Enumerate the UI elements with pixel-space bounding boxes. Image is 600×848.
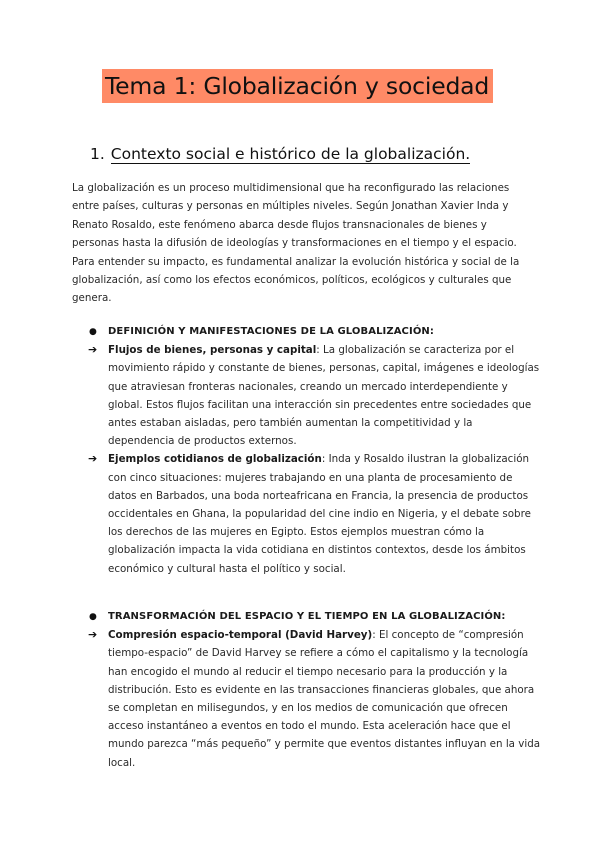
section-number: 1.	[90, 145, 105, 163]
list-item-text: : La globalización se caracteriza por el movimiento rápido y constante de bienes, personas, capital, imágenes e ideologías que atraviesan fronteras nacionales, creando un mercado interdependiente y global. Estos flujos facilitan una interacción sin precedentes entre sociedades que antes estaban aisladas, pero también aumentan la competitividad y la dependencia de productos externos.	[108, 344, 540, 448]
arrow-icon: ➔	[88, 628, 98, 642]
list-item-title: Compresión espacio-temporal (David Harvey)	[108, 629, 373, 642]
list-item-body	[108, 450, 542, 577]
arrow-icon: ➔	[88, 452, 98, 466]
bullet-heading	[72, 323, 542, 341]
bullet-heading-text: TRANSFORMACIÓN DEL ESPACIO Y EL TIEMPO EN LA GLOBALIZACIÓN:	[108, 611, 506, 622]
list-item-title: Ejemplos cotidianos de globalización	[108, 453, 322, 466]
section-definicion	[72, 323, 542, 578]
bullet-heading-text: DEFINICIÓN Y MANIFESTACIONES DE LA GLOBALIZACIÓN:	[108, 326, 434, 337]
section-transformacion	[72, 608, 542, 772]
list-item	[72, 626, 542, 772]
section-title: Contexto social e histórico de la globalización.	[110, 145, 471, 163]
list-item-body	[108, 626, 542, 772]
list-item	[72, 341, 542, 450]
bullet-heading	[72, 608, 542, 626]
list-item-text: : El concepto de “compresión tiempo-espacio” de David Harvey se refiere a cómo el capitalismo y la tecnología han encogido el mundo al reducir el tiempo necesario para la producción y la distribución. Esto es evidente en las transacciones financieras globales, que ahora se completan en milisegundos, y en los medios de comunicación que ofrecen acceso instantáneo a eventos en todo el mundo. Esta aceleración hace que el mundo parezca “más pequeño” y permite que eventos distantes influyan en la vida local.	[108, 629, 541, 769]
list-item	[72, 450, 542, 577]
section-heading	[90, 143, 470, 165]
list-item-title: Flujos de bienes, personas y capital	[108, 344, 317, 357]
list-item-body	[108, 341, 542, 450]
bullet-dot-icon: ●	[89, 327, 97, 337]
arrow-icon: ➔	[88, 343, 98, 357]
title-block	[102, 69, 493, 103]
page-title: Tema 1: Globalización y sociedad	[102, 69, 493, 103]
list-item-text: : Inda y Rosaldo ilustran la globalización con cinco situaciones: mujeres trabajando en una planta de procesamiento de datos en Barbados, una boda norteafricana en Francia, la presencia de productos occidentales en Ghana, la popularidad del cine indio en Nigeria, y el debate sobre los derechos de las mujeres en Egipto. Estos ejemplos muestran cómo la globalización impacta la vida cotidiana en distintos contextos, desde los ámbitos económico y cultural hasta el político y social.	[108, 453, 531, 575]
intro-paragraph: La globalización es un proceso multidimensional que ha reconfigurado las relaciones entre países, culturas y personas en múltiples niveles. Según Jonathan Xavier Inda y Renato Rosaldo, este fenómeno abarca desde flujos transnacionales de bienes y personas hasta la difusión de ideologías y transformaciones en el tiempo y el espacio. Para entender su impacto, es fundamental analizar la evolución histórica y social de la globalización, así como los efectos económicos, políticos, ecológicos y culturales que genera.	[72, 182, 520, 305]
bullet-dot-icon: ●	[89, 612, 97, 622]
